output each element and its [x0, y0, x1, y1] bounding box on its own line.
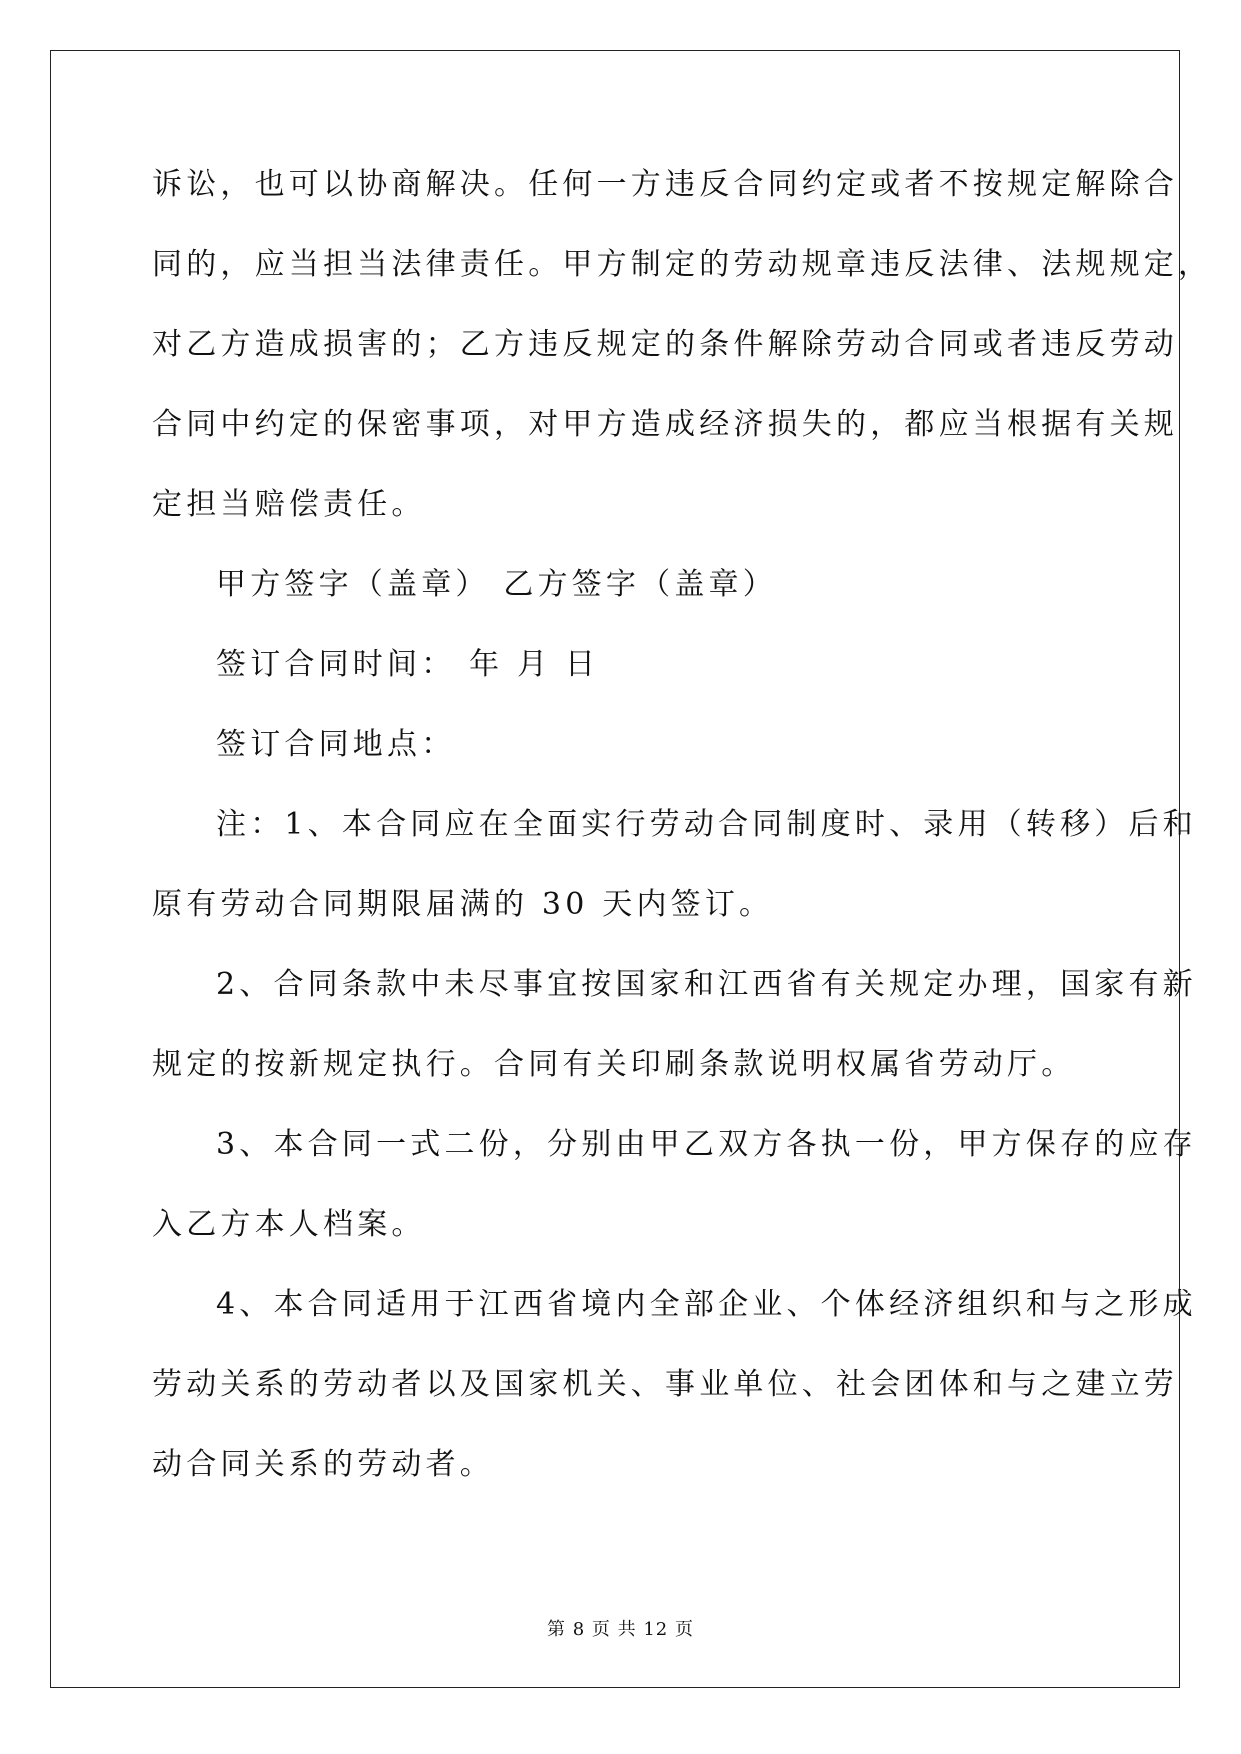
signing-date-line: 签订合同时间： 年 月 日 [216, 647, 600, 682]
note-line: 3、本合同一式二份，分别由甲乙双方各执一份，甲方保存的应存 [216, 1127, 1197, 1162]
note-line: 原有劳动合同期限届满的 30 天内签订。 [152, 887, 774, 922]
signing-place-line: 签订合同地点： [216, 727, 456, 762]
page-border [50, 50, 1180, 1688]
note-line: 注：1、本合同应在全面实行劳动合同制度时、录用（转移）后和 [216, 807, 1197, 842]
paragraph-line: 同的，应当担当法律责任。甲方制定的劳动规章违反法律、法规规定， [152, 247, 1213, 282]
paragraph-line: 诉讼，也可以协商解决。任何一方违反合同约定或者不按规定解除合 [152, 167, 1178, 202]
note-line: 劳动关系的劳动者以及国家机关、事业单位、社会团体和与之建立劳 [152, 1367, 1178, 1402]
note-line: 规定的按新规定执行。合同有关印刷条款说明权属省劳动厅。 [152, 1047, 1076, 1082]
note-line: 动合同关系的劳动者。 [152, 1447, 494, 1482]
paragraph-line: 合同中约定的保密事项，对甲方造成经济损失的，都应当根据有关规 [152, 407, 1178, 442]
paragraph-line: 定担当赔偿责任。 [152, 487, 426, 522]
note-line: 4、本合同适用于江西省境内全部企业、个体经济组织和与之形成 [216, 1287, 1197, 1322]
paragraph-line: 对乙方造成损害的；乙方违反规定的条件解除劳动合同或者违反劳动 [152, 327, 1178, 362]
signature-line: 甲方签字（盖章） 乙方签字（盖章） [216, 567, 777, 602]
note-line: 2、合同条款中未尽事宜按国家和江西省有关规定办理，国家有新 [216, 967, 1197, 1002]
page-number: 第 8 页 共 12 页 [547, 1619, 694, 1640]
note-line: 入乙方本人档案。 [152, 1207, 426, 1242]
